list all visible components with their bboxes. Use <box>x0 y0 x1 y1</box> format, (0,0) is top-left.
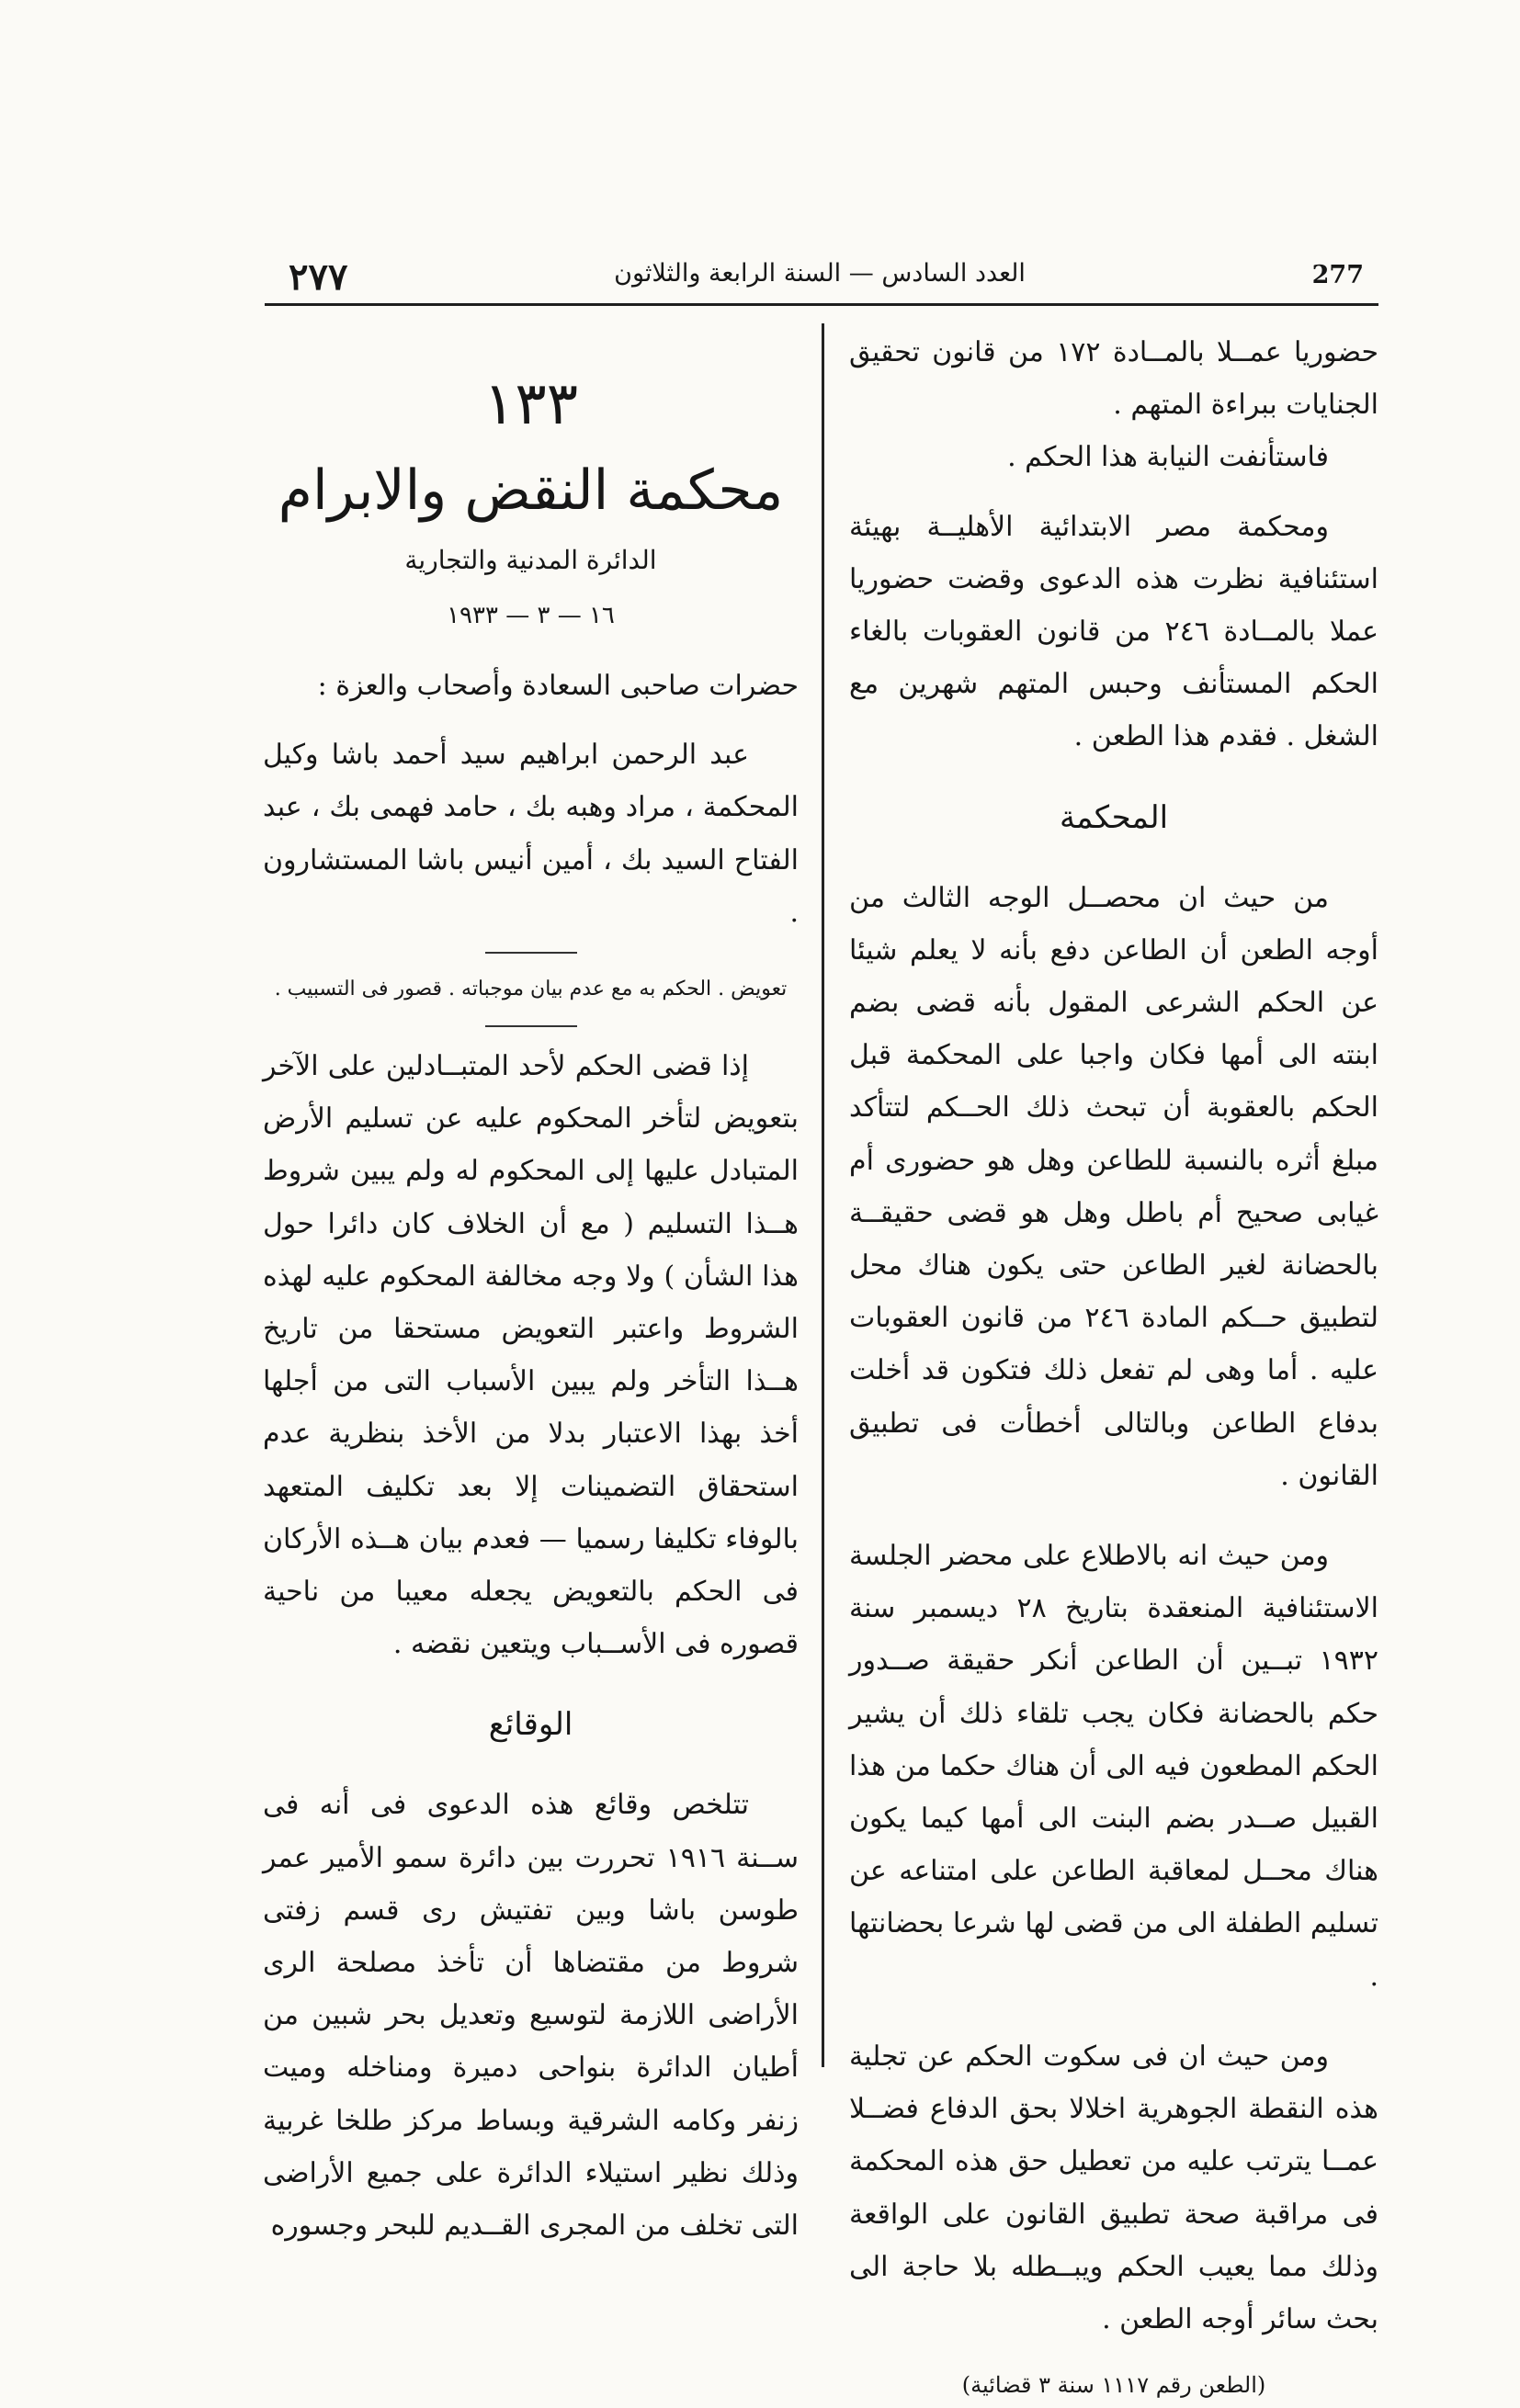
paragraph: فاستأنفت النيابة هذا الحكم . <box>1007 441 1329 474</box>
page-header <box>263 255 1377 299</box>
section-heading-court: المحكمة <box>1059 798 1169 836</box>
divider-rule <box>485 1025 577 1027</box>
header-rule <box>265 303 1378 306</box>
running-title: العدد السادس — السنة الرابعة والثلاثون <box>614 259 1026 288</box>
case-number: ١٣٣ <box>482 370 579 438</box>
paragraph: ومن حيث ان فى سكوت الحكم عن تجلية هذه النقطة الجوهرية اخلالا بحق الدفاع فضــلا عمــا يترتب عليه من تعطيل حق هذه المحكمة فى مراقبة صحة تطبيق القانون على الواقعة وذلك مما يعيب الحكم ويبــطله بلا حاجة الى بحث سائر أوجه الطعن . <box>849 2040 1378 2335</box>
paragraph: حضوريا عمــلا بالمــادة ١٧٢ من قانون تحقيق الجنايات ببراءة المتهم . <box>849 336 1379 422</box>
court-title: محكمة النقض والابرام <box>278 458 784 523</box>
circuit-name: الدائرة المدنية والتجارية <box>404 545 657 575</box>
page-number-arabic: ٢٧٧ <box>289 255 348 299</box>
paragraph: من حيث ان محصــل الوجه الثالث من أوجه الطعن أن الطاعن دفع بأنه لا يعلم شيئا عن الحكم الشرعى المقول بأنه قضى بضم ابنته الى أمها فكان واجبا على المحكمة قبل الحكم بالعقوبة أن تبحث ذلك الحــكم لتتأكد مبلغ أثره بالنسبة للطاعن وهل هو حضورى أم غيابى صحيح أم باطل وهل هو قضى حقيقــة بالحضانة لغير الطاعن حتى يكون هناك محل لتطبيق حــكم المادة ٢٤٦ من قانون العقوبات عليه . أما وهى لم تفعل ذلك فتكون قد أخلت بدفاع الطاعن وبالتالى أخطأت فى تطبيق القانون . <box>849 881 1378 1492</box>
right-column <box>849 326 1378 2408</box>
bench-names: عبد الرحمن ابراهيم سيد أحمد باشا وكيل المحكمة ، مراد وهبه بك ، حامد فهمى بك ، عبد الفتاح السيد بك ، أمين أنيس باشا المستشارون . <box>263 739 799 929</box>
keywords: تعويض . الحكم به مع عدم بيان موجباته . قصور فى التسبيب . <box>274 978 788 1001</box>
section-heading-facts: الوقائع <box>488 1706 573 1744</box>
divider-rule <box>485 952 577 954</box>
paragraph: ومن حيث انه بالاطلاع على محضر الجلسة الاستئنافية المنعقدة بتاريخ ٢٨ ديسمبر سنة ١٩٣٢ تبــين أن الطاعن أنكر حقيقة صــدور حكم بالحضانة فكان يجب تلقاء ذلك أن يشير الحكم المطعون فيه الى أن هناك حكما من هذا القبيل صــدر بضم البنت الى أمها كيما يكون هناك محــل لمعاقبة الطاعن على امتناعه عن تسليم الطفلة الى من قضى لها شرعا بحضانتها . <box>849 1540 1378 1993</box>
page-number-latin: 277 <box>1311 261 1364 289</box>
case-reference: (الطعن رقم ١١١٧ سنة ٣ قضائية) <box>961 2372 1266 2399</box>
summary-paragraph: إذا قضى الحكم لأحد المتبــادلين على الآخر بتعويض لتأخر المحكوم عليه عن تسليم الأرض المتبادل عليها إلى المحكوم له ولم يبين شروط هــذا التسليم ( مع أن الخلاف كان دائرا حول هذا الشأن ) ولا وجه مخالفة المحكوم عليه لهذه الشروط واعتبر التعويض مستحقا من تاريخ هــذا التأخر ولم يبين الأسباب التى من أجلها أخذ بهذا الاعتبار بدلا من الأخذ بنظرية عدم استحقاق التضمينات إلا بعد تكليف المتعهد بالوفاء تكليفا رسميا — فعدم بيان هــذه الأركان فى الحكم بالتعويض يجعله معيبا من ناحية قصوره فى الأســباب ويتعين نقضه . <box>263 1050 799 1661</box>
bench-intro: حضرات صاحبى السعادة وأصحاب والعزة : <box>317 670 799 702</box>
facts-paragraph: تتلخص وقائع هذه الدعوى فى أنه فى ســنة ١٩١٦ تحررت بين دائرة سمو الأمير عمر طوسن باشا وبين تفتيش رى قسم زفتى شروط من مقتضاها أن تأخذ مصلحة الرى الأراضى اللازمة لتوسيع وتعديل بحر شبين من أطيان الدائرة بنواحى دميرة ومناخله وميت زنفر وكامه الشرقية وبساط مركز طلخا غربية وذلك نظير استيلاء الدائرة على جميع الأراضى التى تخلف من المجرى القــديم للبحر وجسوره <box>263 1789 799 2243</box>
column-divider <box>822 323 824 2067</box>
judgment-date: ١٦ — ٣ — ١٩٣٣ <box>447 602 615 629</box>
paragraph: ومحكمة مصر الابتدائية الأهليــة بهيئة استئنافية نظرت هذه الدعوى وقضت حضوريا عملا بالمــادة ٢٤٦ من قانون العقوبات بالغاء الحكم المستأنف وحبس المتهم شهرين مع الشغل . فقدم هذا الطعن . <box>849 510 1378 753</box>
left-column <box>263 360 799 2252</box>
